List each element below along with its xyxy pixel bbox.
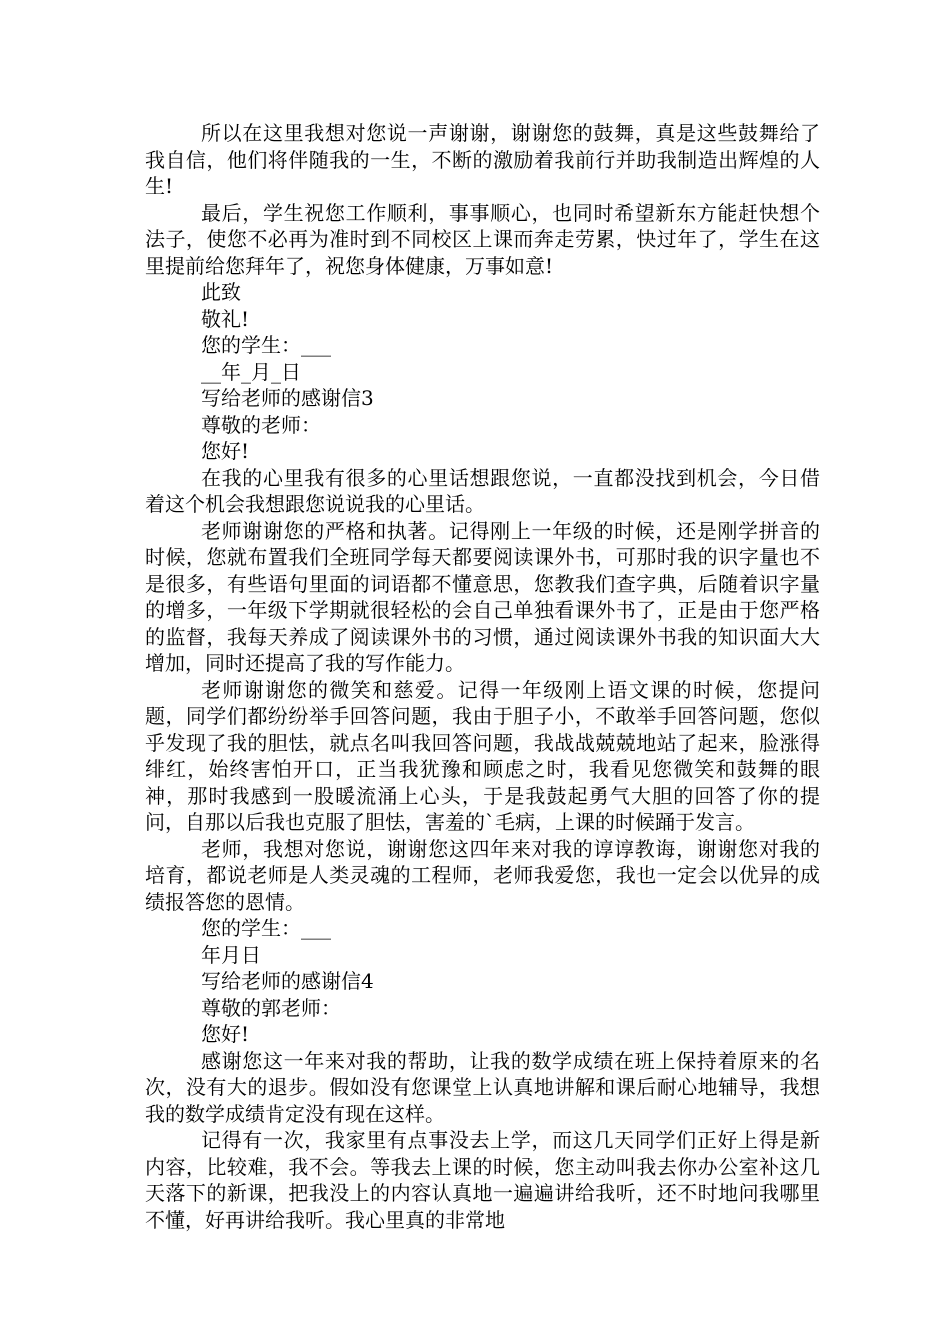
closing-line: 此致 xyxy=(201,280,241,304)
letter-text xyxy=(145,120,820,1233)
paragraph: 记得有一次，我家里有点事没去上学，而这几天同学们正好上得是新内容，比较难，我不会。等我去上课的时候，您主动叫我去你办公室补这几天落下的新课，把我没上的内容认真地一遍遍讲给我听，还不时地问我哪里不懂，好再讲给我听。我心里真的非常地 xyxy=(145,1128,820,1232)
paragraph: 最后，学生祝您工作顺利，事事顺心，也同时希望新东方能赶快想个法子，使您不必再为准时到不同校区上课而奔走劳累，快过年了，学生在这里提前给您拜年了，祝您身体健康，万事如意! xyxy=(145,200,820,278)
closing-line: 敬礼! xyxy=(201,306,250,331)
signature-line: 您的学生：___ xyxy=(201,916,331,940)
paragraph: 在我的心里我有很多的心里话想跟您说，一直都没找到机会，今日借着这个机会我想跟您说说我的心里话。 xyxy=(145,465,820,516)
paragraph: 感谢您这一年来对我的帮助，让我的数学成绩在班上保持着原来的名次，没有大的退步。假如没有您课堂上认真地讲解和课后耐心地辅导，我想我的数学成绩肯定没有现在这样。 xyxy=(145,1048,820,1126)
letter-title: 写给老师的感谢信4 xyxy=(201,969,374,993)
signature-line: 您的学生：___ xyxy=(201,333,331,357)
paragraph: 老师，我想对您说，谢谢您这四年来对我的谆谆教诲，谢谢您对我的培育，都说老师是人类灵魂的工程师，老师我爱您，我也一定会以优异的成绩报答您的恩情。 xyxy=(145,836,820,914)
salutation: 尊敬的老师： xyxy=(201,412,321,437)
paragraph: 所以在这里我想对您说一声谢谢，谢谢您的鼓舞，真是这些鼓舞给了我自信，他们将伴随我的一生，不断的激励着我前行并助我制造出辉煌的人生! xyxy=(145,121,820,198)
greeting: 您好! xyxy=(201,439,250,463)
date-line: __年_月_日 xyxy=(201,359,301,384)
letter-title: 写给老师的感谢信3 xyxy=(201,386,374,410)
date-line: 年月日 xyxy=(201,942,261,967)
greeting: 您好! xyxy=(201,1022,250,1046)
paragraph: 老师谢谢您的严格和执著。记得刚上一年级的时候，还是刚学拼音的时候，您就布置我们全班同学每天都要阅读课外书，可那时我的识字量也不是很多，有些语句里面的词语都不懂意思，您教我们查字典，后随着识字量的增多，一年级下学期就很轻松的会自己单独看课外书了，正是由于您严格的监督，我每天养成了阅读课外书的习惯，通过阅读课外书我的知识面大大增加，同时还提高了我的写作能力。 xyxy=(145,518,820,675)
paragraph: 老师谢谢您的微笑和慈爱。记得一年级刚上语文课的时候，您提问题，同学们都纷纷举手回答问题，我由于胆子小，不敢举手回答问题，您似乎发现了我的胆怯，就点名叫我回答问题，我战战兢兢地站了起来，脸涨得绯红，始终害怕开口，正当我犹豫和顾虑之时，我看见您微笑和鼓舞的眼神，那时我感到一股暖流涌上心头，于是我鼓起勇气大胆的回答了你的提问，自那以后我也克服了胆怯，害羞的`毛病，上课的时候踊于发言。 xyxy=(145,677,820,834)
salutation: 尊敬的郭老师： xyxy=(201,995,341,1020)
